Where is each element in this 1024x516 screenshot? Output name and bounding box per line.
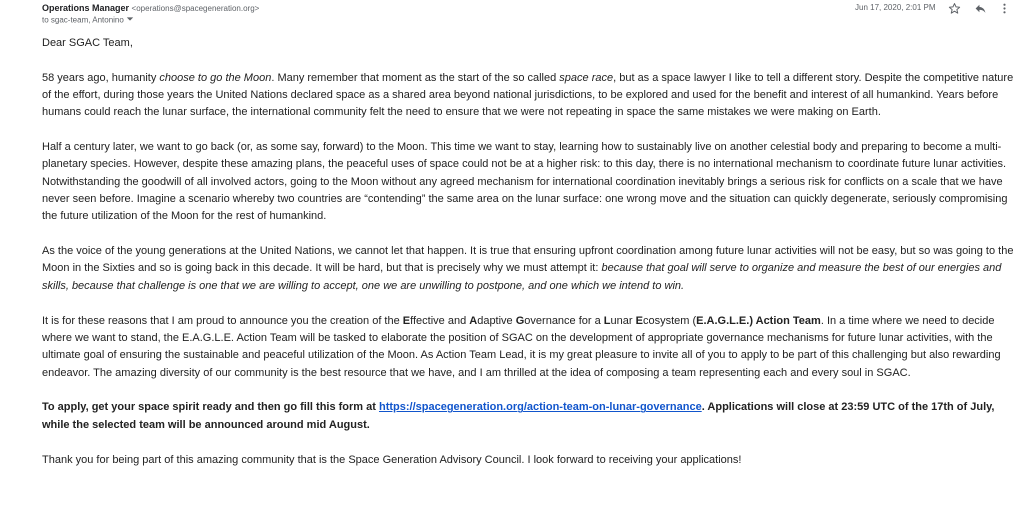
p4-text-4: overnance for a [524,314,604,327]
p5-text-2: . Applications will close at 23:59 UTC of the 17th of July, while the selected team will be announced around mid August. [42,401,995,431]
recipients[interactable] [42,15,134,26]
p4-text-6: cosystem ( [642,314,697,327]
p3-italic-quote: because that goal will serve to organize and measure the best of our energies and skills, because that challenge is one that we are willing to accept, one we are unwilling to postpone, and one which we intend to win. [42,262,1002,292]
message-date: Jun 17, 2020, 2:01 PM [855,3,936,12]
paragraph-1 [42,70,1014,122]
paragraph-6: Thank you for being part of this amazing community that is the Space Generation Advisory Council. I look forward to receiving your applications! [42,453,742,466]
greeting: Dear SGAC Team, [42,37,133,49]
p1-italic-1: choose to go the Moon [159,71,272,84]
p4-text-7: . In a time where we need to decide where we want to stand, the E.A.G.L.E. Action Team will be tasked to elaborate the position of SGAC on the development of appropriate governance mechanisms for future lunar activities, with the ultimate goal of ensuring the sustainable and peaceful utilization of the Moon. As Action Team Lead, it is my great pleasure to invite all of you to apply to be part of this challenging but also rewarding endeavor. The amazing diversity of our community is the best resource that we have, and I am thrilled at the idea of composing a team representing each and every soul in SGAC. [42,314,1001,379]
recipients-text: to sgac-team, Antonino [42,15,124,25]
p1-text-3: , but as a space lawyer I like to tell a different story. Despite the competitive nature of the effort, during those years the United Nations declared space as a shared area beyond national jurisdictions, to be explored and used for the benefit and interest of all humankind. Years before humans could reach the lunar surface, the international community felt the need to ensure that we were not repeating in space the same mistakes we were making on Earth. [42,71,1014,119]
p1-text-2: . Many remember that moment as the start of the so called [271,71,560,84]
p1-italic-2: space race [559,71,614,84]
p4-bold-a: A [469,314,478,327]
p4-text-3: daptive [477,314,516,327]
paragraph-4 [42,313,1014,382]
p4-text-2: ffective and [410,314,470,327]
sender[interactable] [42,3,259,14]
paragraph-3 [42,243,1014,295]
avatar[interactable] [5,0,33,20]
p4-text-1: It is for these reasons that I am proud to announce you the creation of the [42,314,403,327]
p4-bold-e: E [402,314,411,327]
sender-name[interactable]: Operations Manager [42,3,130,13]
p4-bold-e2: E [635,314,643,327]
email-body [42,35,1014,487]
p5-text-1: To apply, get your space spirit ready and then go fill this form at [42,401,379,414]
star-icon[interactable] [946,0,962,16]
paragraph-2: Half a century later, we want to go back (or, as some say, forward) to the Moon. This time we want to stay, learning how to sustainably live on another celestial body and preparing to become a multi-planetary species. However, despite these amazing plans, the peaceful uses of space could not be at a higher risk: to this day, there is no international mechanism to coordinate future lunar activities. Notwithstanding the goodwill of all involved actors, going to the Moon without any agreed mechanism for international coordination inevitably brings a serious risk for conflicts on a scale that we have never seen before. Imagine a scenario whereby two countries are “contending” the same area on the lunar surface: one wrong move and the situation can quickly degenerate, seriously compromising the future utilization of the Moon for the rest of humankind. [42,141,1008,223]
message-header [0,0,1024,28]
p4-text-5: unar [610,314,636,327]
application-form-link[interactable]: https://spacegeneration.org/action-team-on-lunar-governance [378,401,702,414]
sender-email: <operations@spacegeneration.org> [131,4,260,13]
p3-text: As the voice of the young generations at the United Nations, we cannot let that happen. It is true that ensuring upfront coordination among future lunar activities will not be easy, but so was going to the Moon in the Sixties and so is going back in this decade. It will be hard, but that is precisely why we must attempt it: [42,245,1014,275]
chevron-down-icon[interactable] [126,15,134,26]
p1-text-1: 58 years ago, humanity [42,71,160,84]
more-vertical-icon[interactable] [996,0,1012,16]
paragraph-5 [42,399,1014,434]
p4-bold-team: E.A.G.L.E.) Action Team [696,314,821,327]
p4-bold-l: L [603,314,611,327]
reply-icon[interactable] [972,0,988,16]
p4-bold-g: G [515,314,525,327]
